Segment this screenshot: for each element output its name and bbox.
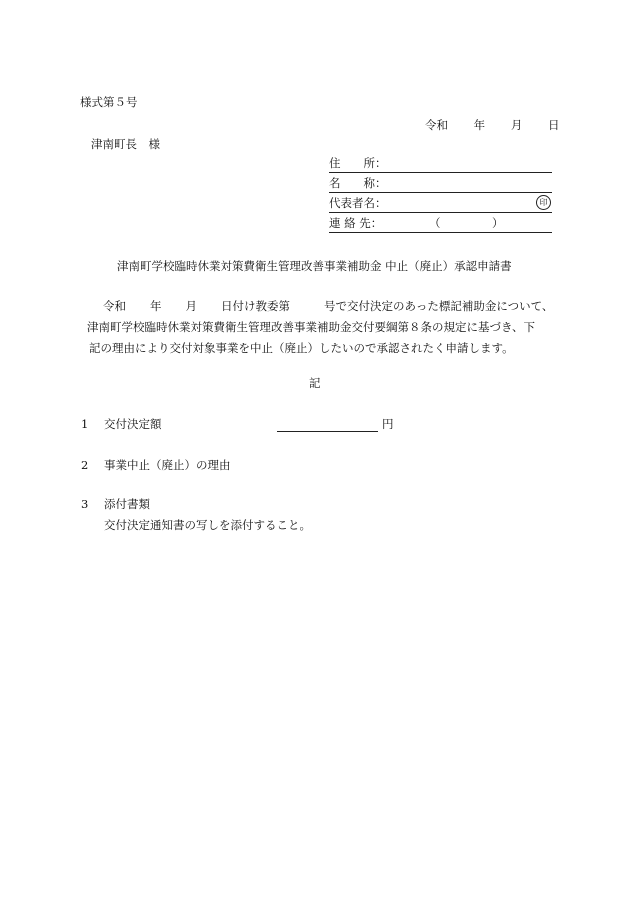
body-month: 月 (185, 299, 197, 313)
contact-label: 連 絡 先： (329, 216, 383, 230)
body-line-2: 津南町学校臨時休業対策費衛生管理改善事業補助金交付要綱第８条の規定に基づき、下 (87, 320, 536, 334)
date-day-label: 日 (547, 118, 560, 132)
date-year-label: 年 (473, 118, 486, 132)
contact-paren-close: ） (492, 216, 504, 230)
document-title: 津南町学校臨時休業対策費衛生管理改善事業補助金 中止（廃止）承認申請書 (117, 259, 512, 273)
address-label: 住 所： (329, 156, 387, 170)
representative-label: 代表者名： (329, 196, 387, 210)
contact-field[interactable] (329, 216, 552, 233)
form-number: 様式第５号 (80, 95, 138, 109)
application-date (425, 118, 559, 132)
seal-icon: 印 (536, 195, 551, 210)
name-field[interactable] (329, 176, 552, 193)
amount-input-line[interactable] (277, 430, 378, 432)
item-1-label: 交付決定額 (104, 417, 162, 431)
body-era: 令和 (103, 299, 126, 313)
item-3-label: 添付書類 (104, 497, 150, 511)
date-era: 令和 (425, 118, 448, 132)
name-label: 名 称： (329, 176, 387, 190)
addressee: 津南町長 様 (91, 137, 160, 151)
item-3-detail: 交付決定通知書の写しを添付すること。 (104, 518, 311, 532)
date-month-label: 月 (510, 118, 523, 132)
body-year: 年 (150, 299, 162, 313)
body-paragraph (87, 296, 567, 359)
yen-unit: 円 (382, 417, 394, 431)
address-field[interactable] (329, 156, 552, 173)
body-line-3: 記の理由により交付対象事業を中止（廃止）したいので承認されたく申請します。 (89, 341, 514, 355)
body-line-1 (87, 296, 567, 317)
body-line-1-rest: 号で交付決定のあった標記補助金について、 (324, 299, 554, 313)
representative-field[interactable] (329, 196, 552, 213)
item-3-number: 3 (81, 497, 89, 511)
contact-paren-open: （ (429, 216, 441, 230)
item-1-number: 1 (81, 417, 89, 431)
item-2-label: 事業中止（廃止）の理由 (104, 458, 231, 472)
ki-heading: 記 (309, 376, 321, 390)
item-2-number: 2 (81, 458, 89, 472)
body-day-prefix: 日付け教委第 (221, 299, 290, 313)
